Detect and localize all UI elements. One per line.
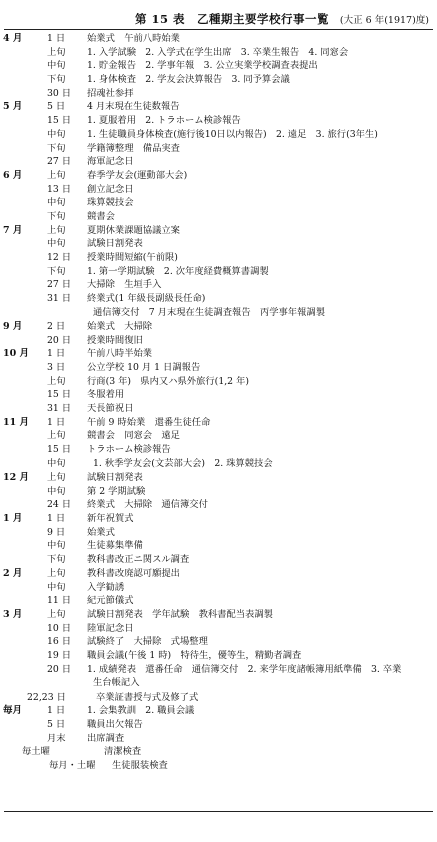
day-cell: 1 日	[47, 33, 66, 44]
month-cell: 2 月	[3, 567, 23, 579]
event-cell: 招魂社参拝	[87, 87, 134, 99]
month-cell: 1 月	[3, 513, 23, 525]
month-cell: 5 月	[3, 101, 23, 113]
event-cell: 冬服着用	[87, 389, 125, 401]
day-cell: 1 日	[47, 705, 66, 717]
table-row	[0, 292, 437, 306]
table-row	[0, 718, 437, 732]
day-cell: 毎土曜	[22, 746, 50, 758]
table-row	[0, 334, 437, 348]
table-row	[0, 142, 437, 156]
event-cell: 教科書改廃認可願提出	[87, 567, 180, 579]
month-cell: 6 月	[3, 169, 23, 181]
day-cell: 下旬	[47, 142, 66, 154]
table-row	[0, 361, 437, 375]
table-era: (大正 6 年(1917)度)	[339, 15, 429, 26]
event-cell: 午前八時半始業	[87, 348, 153, 360]
month-cell: 7 月	[3, 224, 23, 236]
table-row	[0, 663, 437, 677]
day-cell: 27 日	[47, 279, 72, 291]
event-cell: 新年祝賀式	[87, 513, 134, 525]
day-cell: 10 日	[47, 622, 72, 634]
event-cell: 学籍簿整理 備品実査	[87, 142, 180, 154]
top-rule	[4, 29, 433, 30]
day-cell: 上旬	[47, 430, 66, 442]
day-cell: 月末	[47, 732, 66, 744]
table-row	[0, 608, 437, 622]
day-cell: 20 日	[47, 663, 72, 675]
table-row	[0, 169, 437, 183]
day-cell: 毎月・土曜	[49, 759, 96, 771]
table-row	[0, 581, 437, 595]
table-row	[0, 155, 437, 169]
table-row	[0, 594, 437, 608]
day-cell: 15 日	[47, 444, 72, 456]
table-row	[0, 691, 437, 705]
table-row	[0, 457, 437, 471]
day-cell: 上旬	[47, 375, 66, 387]
schedule-table	[0, 32, 437, 773]
event-cell: 教科書改正ニ関スル調査	[87, 554, 190, 566]
month-cell: 9 月	[3, 320, 23, 332]
table-row	[0, 278, 437, 292]
month-cell: 3 月	[3, 608, 23, 620]
table-row	[0, 402, 437, 416]
day-cell: 15 日	[47, 115, 72, 127]
table-row	[0, 306, 437, 320]
day-cell: 下旬	[47, 74, 66, 86]
table-row	[0, 649, 437, 663]
table-row	[0, 59, 437, 73]
day-cell: 27 日	[47, 156, 72, 168]
table-row	[0, 87, 437, 101]
day-cell: 31 日	[47, 403, 72, 415]
day-cell: 1 日	[47, 348, 66, 360]
month-cell: 12 月	[3, 472, 30, 483]
day-cell: 中旬	[47, 457, 66, 469]
event-cell: 終業式(1 年級長副級長任命)	[87, 293, 206, 305]
event-cell: 4 月末現在生徒数報告	[87, 101, 180, 113]
day-cell: 11 日	[47, 595, 72, 607]
event-cell: 公立学校 10 月 1 日調報告	[87, 362, 201, 373]
day-cell: 上旬	[47, 567, 66, 579]
day-cell: 3 日	[47, 362, 66, 373]
event-cell: 1. 秋季学友会(文芸部大会) 2. 珠算競技会	[93, 457, 273, 469]
event-cell: 競書会	[87, 210, 115, 222]
month-cell: 11 月	[3, 416, 30, 428]
event-cell: 天長節祝日	[87, 403, 134, 415]
event-cell: 1. 身体検査 2. 学友会決算報告 3. 同予算会議	[87, 74, 290, 86]
table-row	[0, 704, 437, 718]
table-row	[0, 759, 437, 773]
table-title: 第 15 表 乙種期主要学校行事一覧	[135, 12, 330, 26]
table-row	[0, 443, 437, 457]
event-cell: 試験終了 大掃除 式場整理	[87, 636, 208, 648]
table-row	[0, 553, 437, 567]
table-row	[0, 265, 437, 279]
day-cell: 下旬	[47, 265, 66, 277]
table-row	[0, 320, 437, 334]
table-row	[0, 485, 437, 499]
event-cell: トラホーム検診報告	[87, 444, 171, 456]
event-cell: 1. 生徒職員身体検査(施行後10日以内報告) 2. 遠足 3. 旅行(3年生)	[87, 128, 378, 140]
event-cell: 通信簿交付 7 月末現在生徒調査報告 丙学事年報調製	[93, 306, 325, 318]
day-cell: 22,23 日	[27, 691, 66, 703]
event-cell: 第 2 学期試験	[87, 485, 146, 497]
table-row	[0, 128, 437, 142]
day-cell: 16 日	[47, 636, 72, 648]
day-cell: 24 日	[47, 499, 72, 511]
table-row	[0, 73, 437, 87]
event-cell: 始業式 大掃除	[87, 320, 153, 332]
day-cell: 1 日	[47, 513, 66, 525]
day-cell: 中旬	[47, 238, 66, 250]
event-cell: 1. 貯金報告 2. 学事年報 3. 公立実業学校調査表提出	[87, 60, 318, 72]
table-row	[0, 375, 437, 389]
event-cell: 授業時間復旧	[87, 334, 143, 346]
event-cell: 生台帳記入	[93, 677, 140, 689]
table-row	[0, 210, 437, 224]
day-cell: 中旬	[47, 197, 66, 209]
event-cell: 1. 夏服着用 2. トラホーム検診報告	[87, 115, 241, 127]
table-row	[0, 183, 437, 197]
day-cell: 15 日	[47, 389, 72, 401]
table-row	[0, 416, 437, 430]
day-cell: 上旬	[47, 169, 66, 181]
event-cell: 夏期休業課題協議立案	[87, 224, 180, 236]
month-cell: 4 月	[3, 33, 23, 44]
table-row	[0, 512, 437, 526]
event-cell: 1. 入学試験 2. 入学式在学生出席 3. 卒業生報告 4. 同窓会	[87, 46, 349, 58]
day-cell: 上旬	[47, 608, 66, 620]
day-cell: 12 日	[47, 252, 72, 263]
day-cell: 中旬	[47, 581, 66, 593]
event-cell: 1. 会集教訓 2. 職員会議	[87, 705, 195, 717]
table-row	[0, 32, 437, 46]
table-row	[0, 196, 437, 210]
table-row	[0, 539, 437, 553]
event-cell: 職員会議(午後 1 時) 特待生，優等生，精勤者調査	[87, 649, 302, 661]
event-cell: 授業時間短縮(午前限)	[87, 252, 178, 263]
event-cell: 競書会 同窓会 遠足	[87, 430, 180, 442]
day-cell: 1 日	[47, 416, 66, 428]
event-cell: 試験日割発表 学年試験 教科書配当表調製	[87, 608, 273, 620]
table-row	[0, 622, 437, 636]
table-row	[0, 114, 437, 128]
day-cell: 下旬	[47, 554, 66, 566]
event-cell: 入学勧誘	[87, 581, 125, 593]
table-title-bar	[0, 11, 437, 27]
table-row	[0, 100, 437, 114]
day-cell: 30 日	[47, 87, 72, 99]
event-cell: 陸軍記念日	[87, 622, 134, 634]
bottom-rule	[4, 811, 433, 812]
day-cell: 下旬	[47, 210, 66, 222]
event-cell: 紀元節儀式	[87, 595, 134, 607]
table-row	[0, 471, 437, 485]
month-cell: 10 月	[3, 348, 30, 360]
event-cell: 生徒募集準備	[87, 540, 143, 552]
table-row	[0, 251, 437, 265]
day-cell: 5 日	[47, 101, 66, 113]
event-cell: 春季学友会(運動部大会)	[87, 169, 188, 181]
event-cell: 終業式 大掃除 通信簿交付	[87, 499, 208, 511]
event-cell: 1. 第一学期試験 2. 次年度経費概算書調製	[87, 265, 269, 277]
event-cell: 出席調査	[87, 732, 125, 744]
event-cell: 試験日割発表	[87, 472, 143, 483]
day-cell: 上旬	[47, 472, 66, 483]
table-row	[0, 429, 437, 443]
table-row	[0, 388, 437, 402]
event-cell: 生徒服装検査	[112, 759, 168, 771]
table-row	[0, 635, 437, 649]
day-cell: 13 日	[47, 183, 72, 195]
day-cell: 2 日	[47, 320, 66, 332]
table-row	[0, 46, 437, 60]
table-row	[0, 732, 437, 746]
table-row	[0, 237, 437, 251]
day-cell: 19 日	[47, 649, 72, 661]
table-row	[0, 347, 437, 361]
event-cell: 1. 成績発表 還番任命 通信簿交付 2. 来学年度諸帳簿用紙準備 3. 卒業	[87, 663, 402, 675]
event-cell: 卒業証書授与式及修了式	[96, 691, 199, 703]
event-cell: 試験日割発表	[87, 238, 143, 250]
day-cell: 9 日	[47, 526, 66, 538]
day-cell: 20 日	[47, 334, 72, 346]
table-row	[0, 498, 437, 512]
event-cell: 大掃除 生垣手入	[87, 279, 162, 291]
month-cell: 毎月	[3, 705, 23, 717]
day-cell: 上旬	[47, 224, 66, 236]
day-cell: 中旬	[47, 485, 66, 497]
day-cell: 5 日	[47, 718, 66, 730]
day-cell: 中旬	[47, 128, 66, 140]
event-cell: 午前 9 時始業 還番生徒任命	[87, 416, 211, 428]
event-cell: 始業式	[87, 526, 115, 538]
table-row	[0, 676, 437, 690]
event-cell: 清潔検査	[104, 746, 142, 758]
table-row	[0, 745, 437, 759]
table-row	[0, 224, 437, 238]
day-cell: 中旬	[47, 540, 66, 552]
day-cell: 上旬	[47, 46, 66, 58]
table-row	[0, 526, 437, 540]
event-cell: 職員出欠報告	[87, 718, 143, 730]
event-cell: 創立記念日	[87, 183, 134, 195]
table-row	[0, 567, 437, 581]
day-cell: 中旬	[47, 60, 66, 72]
day-cell: 31 日	[47, 293, 72, 305]
event-cell: 珠算競技会	[87, 197, 134, 209]
event-cell: 始業式 午前八時始業	[87, 33, 180, 44]
event-cell: 行商(3 年) 県内又ハ県外旅行(1,2 年)	[87, 375, 249, 387]
event-cell: 海軍記念日	[87, 156, 134, 168]
